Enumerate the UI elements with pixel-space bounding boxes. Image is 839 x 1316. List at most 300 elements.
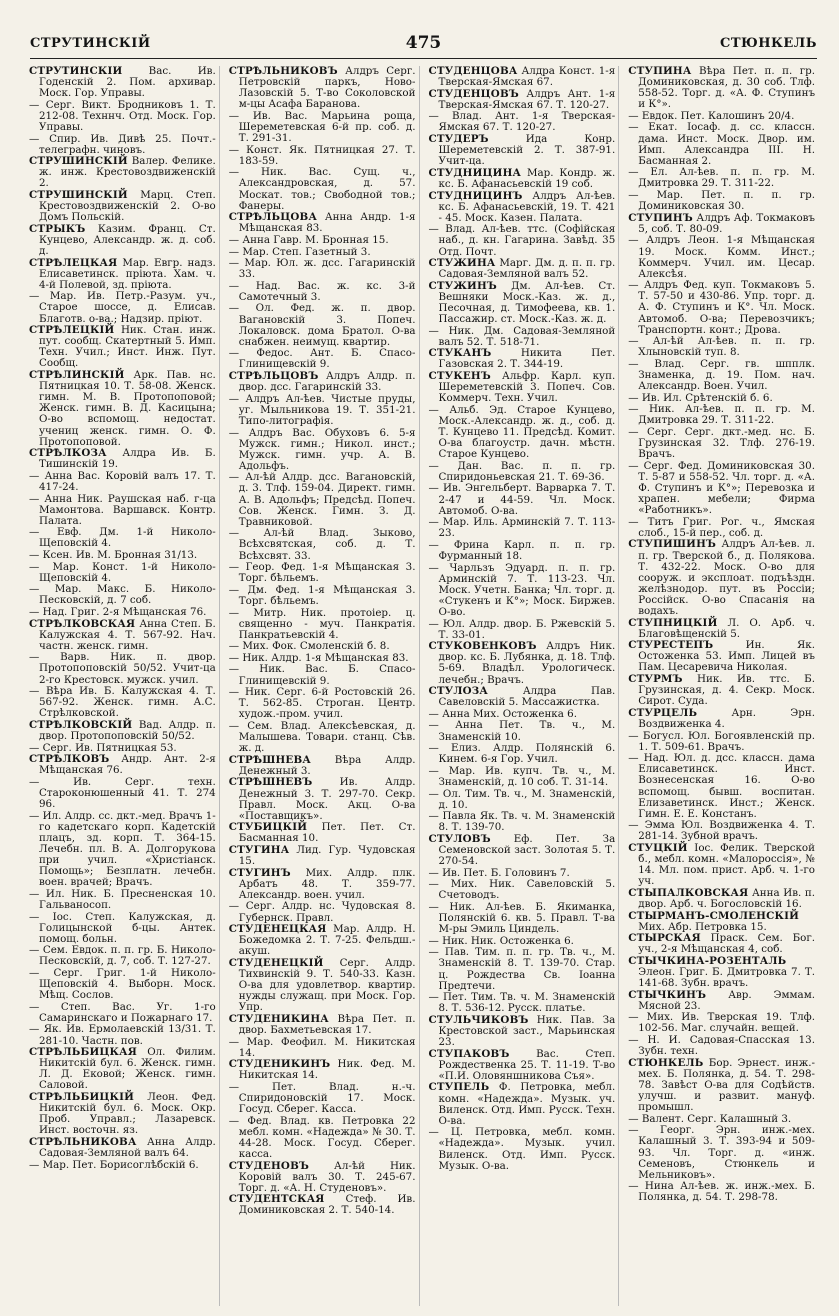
entry-details: Мар. Юл. ж. дсс. Гагаринскій 33. [238, 257, 416, 281]
entry-details: Серг. Алдр. нс. Чудовская 8. Губернск. Правл. [238, 900, 416, 924]
entry-surname: СТЫРСКАЯ [628, 932, 701, 945]
directory-entry [429, 868, 616, 879]
directory-entry [29, 811, 216, 889]
entry-details: Анна Мих. Остоженка 6. [442, 707, 577, 720]
directory-entry [229, 664, 416, 686]
entry-details: Леон. Фед. Никитскій бул. 6. Моск. Окр. Проб. Управл.; Лазаревск. Инст. восточн. яз. [39, 1091, 216, 1137]
entry-details: Пет. Пет. Ст. Басманная 10. [238, 821, 416, 845]
entry-details: Ал-ѣй Влад. Зыково, Всѣхсвятская, соб. д. Т. Всѣхсвят. 33. [238, 527, 416, 562]
directory-entry [429, 111, 616, 133]
entry-details: Алдръ Ал-ѣев. л. п. гр. Тверской б., д. Полякова. Т. 432-22. Моск. О-во для сооруж. и эксплоат. подъѣздн. желѣзнодор. пут. въ Россіи; Россійск. О-во Спасанія на водахъ. [638, 538, 815, 617]
entry-surname: СТУКОВЕНКОВЪ [428, 640, 537, 653]
entry-details: Іос. Фелик. Тверской б., мебл. комн. «Малороссія», № 14. Мл. пом. прист. Арб. ч. 1-го уч. [638, 841, 815, 888]
entry-details: Анна Степ. Б. Калужская 4. Т. 567-92. Нач. частн. женск. гимн. [39, 617, 216, 652]
directory-entry [628, 708, 815, 730]
entry-details: Арк. Пав. нс. Пятницкая 10. Т. 58-08. Женск. гимн. М. В. Протопоповой; Женск. гимн. В. Д. Касицына; О-во вспомощ. недостат. учениц женск. гимн. О. Ф. Протопоповой. [39, 369, 216, 448]
directory-entry [429, 461, 616, 483]
entry-details: Ал-ѣй Алдр. дсс. Вагановскій, д. 3. Тлф. 159-04. Директ. гимн. А. В. Адольфъ; Предсѣд. Попеч. Сов. Женск. Гимн. З. Д. Травниковой. [238, 471, 416, 528]
directory-entry [628, 122, 815, 166]
directory-entry [429, 89, 616, 111]
directory-entry [628, 618, 815, 640]
entry-surname: СТРУШИНСКІЙ [29, 155, 128, 168]
directory-entry [628, 111, 815, 122]
entry-details: Елиз. Алдр. Полянскій 6. Кинем. 6-я Гор. Учил. [438, 742, 616, 766]
directory-entry [229, 235, 416, 246]
entry-details: Алдръ Ник. двор. кс. Б. Лубянка, д. 18. Тлф. 5-69. Владѣл. Урологическ. лечебн.; Врачъ. [438, 640, 616, 686]
entry-details: Мар. Степ. Газетный 3. [242, 245, 371, 258]
directory-entry [29, 912, 216, 945]
entry-surname: СТУЦКІЙ [628, 841, 688, 854]
directory-entry [628, 640, 815, 673]
entry-surname: СТУДЕНИКИНА [228, 1012, 329, 1025]
entry-details: Вѣра Ив. Б. Калужская 4. Т. 567-92. Женск. гимн. А.С. Стрѣлковской. [39, 685, 216, 720]
entry-details: Серг. Ив. Пятницкая 53. [42, 741, 177, 754]
entry-details: Анна Ник. Раушская наб. г-ца Мамонтова. Варшавск. Контр. Палата. [39, 492, 216, 527]
entry-details: Титъ Григ. Рог. ч., Ямская слоб., 15-й пер., соб. д. [638, 515, 815, 539]
entry-surname: СТРѢЛЕЦКАЯ [29, 256, 118, 269]
directory-entry [229, 1014, 416, 1036]
entry-surname: СТУДНИЦИНА [428, 166, 522, 179]
entry-details: Анна Гавр. М. Бронная 15. [242, 233, 389, 246]
entry-surname: СТРѢЛЬЦОВЪ [228, 370, 319, 383]
directory-entry [628, 1058, 815, 1113]
directory-columns [26, 66, 818, 1306]
entry-details: Ник. Пав. За Крестовской заст., Марьинская 23. [438, 1013, 616, 1049]
entry-details: Вѣра Пет. п. п. гр. Доминиковская, д. 30 соб. Тлф. 558-52. Торг. д. «А. Ф. Ступинъ и К°». [638, 66, 815, 111]
directory-entry [628, 517, 815, 539]
directory-entry [229, 1116, 416, 1160]
directory-entry [229, 303, 416, 347]
directory-entry [429, 326, 616, 348]
entry-details: Алдръ Фед. куп. Токмаковъ 5. Т. 57-50 и 430-86. Упр. торг. д. А. Ф. Ступинъ и К°. Чл. Моск. Автомоб. О-ва; Перевозчикъ; Транспортн. конт.; Дрова. [638, 279, 815, 336]
entry-details: Вѣра Алдр. Денежный 3. [238, 753, 416, 777]
entry-surname: СТУЛЬЧИКОВЪ [428, 1013, 529, 1026]
column-3 [426, 66, 620, 1306]
entry-surname: СТРѢЛЬЦОВА [228, 211, 318, 224]
entry-details: Анна Андр. 1-я Мѣщанская 83. [238, 211, 416, 235]
directory-entry [29, 325, 216, 369]
directory-entry [229, 348, 416, 370]
entry-details: Алдра Пав. Савеловскій 5. Массажистка. [438, 685, 616, 709]
entry-details: Фрина Карл. п. п. гр. Фурманный 18. [438, 538, 616, 563]
entry-details: Бор. Эрнест. инж.-мех. Б. Полянка, д. 54. Т. 298-78. Завѣст О-ва для Содѣйств. улучш. и развит. мануф. промышл. [638, 1056, 815, 1114]
directory-entry [429, 563, 616, 618]
directory-entry [628, 66, 815, 110]
directory-entry [628, 1114, 815, 1125]
directory-entry [628, 956, 815, 989]
entry-details: Евдок. Пет. Калошинъ 20/4. [641, 109, 795, 122]
entry-details: Екат. Іосаф. д. сс. классн. дама. Инст. Моск. Двор. им. Имп. Александра III. Н. Басманная 2. [638, 121, 815, 167]
directory-entry [628, 674, 815, 707]
entry-surname: СТРѢЛКОВСКАЯ [29, 617, 136, 630]
entry-surname: СТРѢЛЬБИЦКІЙ [29, 1091, 135, 1104]
directory-entry [628, 731, 815, 753]
entry-details: Конст. Як. Пятницкая 27. Т. 183-59. [238, 143, 416, 167]
directory-entry [229, 472, 416, 527]
entry-details: Ал-ѣй Ал-ѣев. п. п. гр. Хлыновскій туп. 8. [638, 335, 815, 359]
entry-details: Богусл. Юл. Богоявленскій пр. 1. Т. 509-61. Врачъ. [638, 729, 815, 753]
directory-entry [29, 527, 216, 549]
entry-details: Ник. Ал-ѣев. п. п. гр. М. Дмитровка 29. Т. 311-22. [638, 403, 815, 427]
entry-details: Спир. Ив. Дивѣ 25. Почт.-телеграфн. чиновъ. [39, 132, 216, 156]
entry-surname: СТУГИНА [228, 843, 290, 856]
entry-surname: СТУПИНЪ [628, 211, 693, 224]
directory-entry [229, 958, 416, 1013]
directory-entry [29, 1137, 216, 1159]
entry-details: Андр. Ант. 2-я Мѣщанская 76. [39, 753, 216, 777]
entry-details: Ник. Ив. ттс. Б. Грузинская, д. 4. Секр. Моск. Сирот. Суда. [638, 673, 815, 708]
entry-details: Алдръ Серг. Петровскій паркъ, Ново-Лазовскій 5. Т-во Соколовской м-цы Асафа Баранова. [238, 66, 416, 111]
directory-entry [429, 709, 616, 720]
directory-entry [229, 281, 416, 303]
entry-details: Мих. Ник. Савеловскій 5. Счетоводъ. [438, 878, 616, 902]
directory-entry [29, 720, 216, 742]
entry-surname: СТУГИНЪ [228, 866, 291, 879]
entry-details: Дм. Фед. 1-я Мѣщанская 3. Торг. бѣльемъ. [238, 583, 416, 607]
directory-entry [29, 190, 216, 223]
entry-details: Алдръ Ал-ѣев. кс. Б. Афанасьевскій, 19. Т. 421 - 45. Моск. Казен. Палата. [438, 189, 616, 224]
entry-details: Ив. Серг. техн. Староконюшенный 41. Т. 274 96. [39, 775, 216, 811]
entry-details: Анна Вас. Коровій валъ 17. Т. 417-24. [39, 469, 216, 493]
directory-entry [29, 968, 216, 1001]
entry-details: Валер. Фелике. ж. инж. Крестовоздвиженскій 2. [39, 155, 216, 190]
directory-entry [229, 608, 416, 641]
entry-details: Серг. Григ. 1-й Николо-Щеповскій 4. Выборн. Моск. Мѣщ. Сослов. [39, 967, 216, 1002]
entry-details: Вас. Ив. Годенскій 2. Пом. архивар. Моск. Гор. Управы. [39, 66, 216, 100]
entry-details: Евф. Дм. 1-й Николо-Щеповскій 4. [39, 526, 216, 550]
entry-details: Чарльзъ Эдуард. п. п. гр. Арминскій 7. Т. 113-23. Чл. Моск. Учетн. Банка; Чл. торг. д. «Стукенъ и К°»; Моск. Биржев. О-во. [438, 561, 616, 618]
directory-entry [29, 607, 216, 618]
directory-entry [229, 1059, 416, 1081]
entry-surname: СТРѢЛЬНИКОВЪ [228, 66, 338, 77]
directory-entry [229, 111, 416, 144]
directory-entry [229, 371, 416, 393]
directory-entry [429, 348, 616, 370]
directory-entry [29, 1092, 216, 1136]
entry-details: Дан. Вас. п. п. гр. Спиридоньевская 21. Т. 69-36. [438, 459, 616, 483]
entry-details: Над. Юл. д. дсс. классн. дама Елисаветинск. Инст. Вознесенская 16. О-во вспомощ. бывш. воспитан. Елизаветинск. Инст.; Женск. Гимн. Е. Е. Констанъ. [638, 752, 815, 820]
directory-entry [29, 370, 216, 448]
entry-details: Мар. Пет. п. п. гр. Доминиковская 30. [638, 189, 816, 213]
directory-entry [229, 924, 416, 957]
entry-surname: СТУЖИНЪ [428, 279, 497, 292]
entry-details: Н. И. Садовая-Спасская 13. Зубн. техн. [638, 1034, 815, 1058]
entry-details: Ф. Петровка, мебл. комн. «Надежда». Музык. уч. Виленск. Отд. Имп. Русск. Техн. О-ва. [438, 1081, 616, 1127]
entry-surname: СТУДЕНЦОВЪ [428, 87, 519, 100]
entry-details: Пав. Тим. п. п. гр. Тв. ч., М. Знаменскій 8. Т. 139-70. Стар. ц. Рождества Св. Іоанна Предтечи. [438, 946, 616, 992]
entry-details: Дм. Ал-ѣев. Ст. Вешняки Моск.-Каз. ж. д., Песочная, д. Тимофеева, кв. 1. Пассажир. ст. Моск.-Каз. ж. д. [438, 279, 616, 326]
entry-surname: СТУДНИЦИНЪ [428, 189, 523, 202]
directory-entry [229, 687, 416, 720]
directory-entry [29, 686, 216, 719]
directory-entry [429, 517, 616, 539]
entry-details: Ник. Фед. М. Никитская 14. [238, 1058, 416, 1082]
directory-entry [628, 888, 815, 910]
entry-surname: СТУПЕЛЬ [428, 1081, 490, 1094]
entry-details: Ив. Ил. Срѣтенскій б. 6. [641, 391, 773, 404]
directory-entry [429, 224, 616, 257]
entry-details: Ник. Вас. Сущ. ч., Александровская, д. 57. Москат. тов.; Свободной тов.; Фанеры. [238, 166, 416, 212]
entry-details: Алдръ Вас. Обуховъ 6. 5-я Мужск. гимн.; Никол. инст.; Мужск. гимн. учр. А. В. Адольфъ. [238, 426, 416, 472]
directory-entry [229, 901, 416, 923]
entry-details: Ив. Энгельберт. Варварка 7. Т. 2-47 и 44-59. Чл. Моск. Автомоб. О-ва. [438, 482, 616, 517]
entry-surname: СТУКЕНЪ [428, 370, 491, 383]
entry-surname: СТУЛОЗА [428, 685, 489, 698]
directory-entry [628, 336, 815, 358]
entry-details: Алдръ Ал-ѣев. Чистые пруды, уг. Мыльникова 19. Т. 351-21. Типо-литографія. [238, 392, 416, 427]
entry-details: Алдра Конст. 1-я Тверская-Ямская 67. [438, 66, 616, 89]
entry-surname: СТУДЕНЕЦКІЙ [228, 956, 324, 969]
directory-entry [29, 156, 216, 189]
directory-entry [29, 224, 216, 257]
header-last-entry: СТЮНКЕЛЬ [720, 36, 817, 51]
entry-details: Ал-ѣй Ник. Коровій валъ 30. Т. 245-67. Торг. д. «А. Н. Студеновъ». [238, 1159, 416, 1194]
entry-details: Серг. Алдр. Тихвинскій 9. Т. 540-33. Казн. О-ва для удовлетвор. квартир. нужды служащ. при Моск. Гор. Упр. [238, 956, 416, 1014]
directory-entry [628, 933, 815, 955]
entry-surname: СТУПАКОВЪ [428, 1047, 510, 1060]
directory-entry [29, 66, 216, 99]
entry-details: Эмма Юл. Воздвиженка 4. Т. 281-14. Зубной врачъ. [638, 819, 815, 843]
entry-details: Над. Вас. ж. кс. 3-й Самотечный 3. [238, 279, 416, 303]
directory-entry [628, 461, 815, 516]
entry-details: Мих. Абр. Петровка 15. [638, 920, 767, 933]
entry-details: Ксен. Ив. М. Бронная 31/13. [42, 549, 198, 562]
entry-details: Алдра Ив. Б. Тишинскій 19. [39, 447, 216, 471]
entry-details: Юл. Алдр. двор. Б. Ржевскій 5. Т. 33-01. [438, 617, 616, 641]
entry-details: Степ. Вас. Уг. 1-го Самаринскаго и Пожарнаго 17. [39, 1000, 216, 1024]
entry-surname: СТЫЧКИНЪ [628, 988, 707, 1001]
entry-surname: СТУДЕНИКИНЪ [228, 1058, 331, 1071]
directory-entry [429, 1127, 616, 1171]
entry-details: Сем. Евдок. п. п. гр. Б. Николо-Песковскій, д. 7, соб. Т. 127-27. [39, 944, 216, 968]
directory-entry [429, 992, 616, 1014]
directory-entry [29, 494, 216, 527]
directory-entry [429, 619, 616, 641]
entry-details: Мар. Феофил. М. Никитская 14. [238, 1035, 416, 1059]
entry-details: Ол. Филим. Никитскій бул. 6. Женск. гимн. Л. Д. Ековой; Женск. гимн. Саловой. [39, 1046, 216, 1092]
entry-details: Ив. Вас. Марьина роща, Шереметевская 6-й пр. соб. д. Т. 291-31. [238, 109, 416, 145]
entry-details: Над. Григ. 2-я Мѣщанская 76. [42, 606, 207, 618]
directory-entry [628, 235, 815, 279]
directory-entry [229, 145, 416, 167]
directory-entry [429, 789, 616, 811]
directory-entry [229, 428, 416, 472]
entry-details: Ц. Петровка, мебл. комн. «Надежда». Музык. учил. Виленск. Отд. Имп. Русск. Музык. О-ва. [438, 1126, 616, 1172]
entry-surname: СТРѢЛИНСКІЙ [29, 369, 125, 382]
entry-surname: СТЮНКЕЛЬ [628, 1056, 704, 1069]
entry-surname: СТУПИШИНЪ [628, 538, 717, 551]
entry-details: Митр. Ник. протоіер. ц. священно - муч. Панкратія. Панкратьевскій 4. [238, 606, 416, 641]
entry-details: Мих. Алдр. плк. Арбатъ 48. Т. 359-77. Александр. воен. учил. [238, 866, 416, 901]
entry-details: Алдръ Аф. Токмаковъ 5, соб. Т. 80-09. [638, 211, 815, 235]
directory-entry [628, 843, 815, 887]
directory-entry [429, 483, 616, 516]
directory-entry [429, 766, 616, 788]
entry-details: Варв. Ник. п. двор. Протопоповскій 50/52. Учит-ца 2-го Крестовск. мужск. учил. [39, 651, 216, 686]
directory-entry [229, 528, 416, 561]
entry-details: Ил. Ник. Б. Пресненская 10. Гальваносоп. [39, 887, 216, 911]
entry-surname: СТУКАНЪ [428, 347, 492, 360]
entry-details: Ник. Ал-ѣев. Б. Якиманка, Полянскій 6. кв. 5. Правл. Т-ва М-ры Эмиль Циндель. [438, 900, 616, 936]
directory-entry [229, 755, 416, 777]
directory-entry [429, 1015, 616, 1048]
directory-entry [628, 1181, 815, 1203]
entry-surname: СТРЫКЪ [29, 222, 86, 235]
directory-entry [29, 550, 216, 561]
entry-details: Влад. Ал-ѣев. ттс. (Софійская наб., д. кн. Гагарина. Завѣд. 35 Отд. Почт. [438, 223, 616, 258]
entry-details: Альфр. Карл. куп. Шереметевскій 3. Попеч. Сов. Коммерч. Техн. Учил. [438, 370, 616, 405]
directory-entry [429, 811, 616, 833]
directory-entry [429, 66, 616, 88]
entry-details: Федос. Ант. Б. Спасо-Глинищевскій 9. [238, 347, 416, 371]
directory-entry [429, 936, 616, 947]
page-number: 475 [405, 33, 442, 53]
directory-entry [29, 584, 216, 606]
entry-details: Серг. Викт. Бродниковъ 1. Т. 212-08. Техннч. Отд. Моск. Гор. Управы. [39, 98, 216, 133]
directory-entry [628, 359, 815, 392]
entry-details: Фед. Влад. кв. Петровка 22 мебл. комн. «Надежда» № 30. Т. 44-28. Моск. Госуд. Сберег. касса. [238, 1114, 416, 1160]
directory-entry [429, 134, 616, 167]
entry-details: Алдръ Леон. 1-я Мѣщанская 19. Моск. Комм. Инст.; Коммерч. Учил. им. Цесар. Алексѣя. [638, 234, 815, 280]
directory-entry [628, 393, 815, 404]
directory-entry [628, 213, 815, 235]
directory-entry [29, 1047, 216, 1091]
directory-entry [229, 212, 416, 234]
directory-entry [29, 471, 216, 493]
column-1 [26, 66, 220, 1306]
directory-entry [229, 721, 416, 754]
entry-details: Еф. Пет. За Семеновской заст. Золотая 5. Т. 270-54. [438, 832, 616, 868]
entry-surname: СТУДЕНОВЪ [228, 1159, 310, 1172]
entry-details: Альб. Эд. Старое Кунцево, Моск.-Александр. ж. д., соб. д. Т. Кунцево 11. Предсѣд. Комит. О-ва благоустр. дачн. мѣстн. Старое Кунцево. [438, 403, 616, 461]
directory-entry [628, 990, 815, 1012]
directory-entry [229, 1194, 416, 1216]
directory-entry [429, 191, 616, 224]
directory-entry [229, 868, 416, 901]
entry-surname: СТРѢЛЕЦКІЙ [29, 324, 115, 337]
entry-details: Ол. Фед. ж. п. двор. Вагановскій 3. Попеч. Локаловск. дома Братол. О-ва снабжен. неимущ. квартир. [238, 302, 416, 348]
entry-details: Стеф. Ив. Доминиковская 2. Т. 540-14. [238, 1193, 416, 1217]
entry-surname: СТУРЦЕЛЬ [628, 706, 698, 719]
entry-details: Павла Як. Тв. ч. М. Знаменскій 8. Т. 139-70. [438, 810, 616, 834]
directory-entry [29, 777, 216, 810]
entry-details: Геор. Фед. 1-я Мѣщанская 3. Торг. бѣльемъ. [238, 561, 416, 585]
directory-entry [628, 1012, 815, 1034]
directory-entry [628, 1035, 815, 1057]
directory-entry [628, 190, 815, 212]
entry-details: Ив. Алдр. Денежный 3. Т. 297-70. Секр. Правл. Моск. Акц. О-ва «Поставщикъ». [238, 776, 416, 822]
entry-surname: СТУРМЪ [628, 673, 683, 686]
entry-details: Мар. Кондр. ж. кс. Б. Афанасьевскій 19 соб. [438, 166, 616, 190]
entry-details: Ник. Серг. 6-й Ростовскій 26. Т. 562-85. Строган. Центр. худож.-пром. учил. [238, 686, 416, 721]
directory-entry [229, 167, 416, 211]
directory-entry [429, 947, 616, 991]
entry-details: Ник. Алдр. 1-я Мѣщанская 83. [242, 651, 409, 664]
directory-entry [29, 100, 216, 133]
entry-details: Мар. Алдр. Н. Божедомка 2. Т. 7-25. Фельдш.-акуш. [238, 923, 416, 958]
directory-entry [429, 641, 616, 685]
directory-entry [229, 845, 416, 867]
directory-entry [429, 1049, 616, 1082]
entry-details: Казим. Франц. Ст. Кунцево, Александр. ж. д. соб. д. [39, 222, 216, 257]
entry-surname: СТУПИНА [628, 66, 692, 77]
entry-details: Никита Пет. Газовская 2. Т. 344-19. [438, 347, 616, 371]
entry-details: Влад. Ант. 1-я Тверская-Ямская 67. Т. 120-27. [438, 110, 616, 134]
directory-entry [29, 1002, 216, 1024]
directory-entry [29, 1024, 216, 1046]
entry-details: Мар. Иль. Арминскій 7. Т. 113-23. [438, 516, 616, 540]
entry-details: Элеон. Григ. Б. Дмитровка 7. Т. 141-68. Зубн. врачъ. [638, 966, 815, 990]
directory-entry [429, 720, 616, 742]
entry-details: Алдръ Алдр. п. двор. дсс. Гагаринскій 33. [238, 370, 416, 394]
entry-details: Ида Конр. Шереметевскій 2. Т. 387-91. Учит-ца. [438, 133, 616, 168]
entry-details: Іос. Степ. Калужская, д. Голицынской б-цы. Антек. помощ. больн. [39, 910, 216, 945]
entry-details: Вад. Алдр. п. двор. Протопоповскій 50/52. [39, 718, 216, 743]
directory-entry [29, 754, 216, 776]
entry-surname: СТРУШИНСКІЙ [29, 189, 128, 202]
entry-details: Сем. Влад. Алексѣевская, д. Малышева. Товари. станц. Сѣв. ж. д. [238, 719, 416, 755]
entry-details: Мар. Евгр. надз. Елисаветинск. пріюта. Хам. ч. 4-й Полевой, зд. пріюта. [39, 256, 216, 291]
entry-surname: СТУЛОВЪ [428, 832, 491, 845]
entry-surname: СТЫЧКИНА-РОЗЕНТАЛЬ [628, 954, 787, 967]
directory-entry [29, 889, 216, 911]
entry-surname: СТРѢЛКОВЪ [29, 753, 110, 766]
entry-details: Мар. Макс. Б. Николо-Песковскій, д. 7 соб. [39, 583, 216, 607]
entry-details: Як. Ив. Ермолаевскій 13/31. Т. 281-10. Частн. пов. [39, 1023, 216, 1047]
directory-entry [628, 404, 815, 426]
directory-entry [628, 167, 815, 189]
entry-details: Арн. Эрн. Воздвиженка 4. [638, 706, 815, 730]
directory-entry [229, 1037, 416, 1059]
entry-details: Ник. Ник. Остоженка 6. [442, 934, 574, 947]
directory-entry [29, 652, 216, 685]
entry-details: Авр. Эммам. Мясной 23. [638, 988, 815, 1012]
directory-entry [29, 1160, 216, 1171]
directory-entry [229, 641, 416, 652]
directory-entry [429, 879, 616, 901]
entry-details: Ник. Стан. инж. пут. сообщ. Скатертный 5. Имп. Техн. Учил.; Инст. Инж. Пут. Сообщ. [39, 324, 216, 370]
directory-entry [229, 247, 416, 258]
entry-details: Марг. Дм. д. п. п. гр. Садовая-Земляной валъ 52. [438, 257, 616, 281]
entry-details: Алдръ Ант. 1-я Тверская-Ямская 67. Т. 120-27. [438, 87, 616, 111]
directory-entry [429, 258, 616, 280]
directory-entry [29, 448, 216, 470]
entry-details: Ив. Пет. Б. Головинъ 7. [442, 866, 570, 879]
entry-surname: СТЫПАЛКОВСКАЯ [628, 886, 749, 899]
directory-entry [229, 258, 416, 280]
entry-surname: СТРѢЛЬБИЦКАЯ [29, 1046, 137, 1059]
entry-surname: СТРѢШНЕВА [228, 753, 311, 766]
directory-entry [229, 777, 416, 821]
entry-details: Ин. Як. Остоженка 53. Имп. Лицей въ Пам. Цесаревича Николая. [638, 639, 815, 674]
entry-surname: СТУРЕСТЕПЪ [628, 639, 714, 652]
directory-entry [29, 291, 216, 324]
entry-details: Нина Ал-ѣев. ж. инж.-мех. Б. Полянка, д. 54. Т. 298-78. [638, 1180, 815, 1204]
directory-entry [29, 619, 216, 652]
entry-details: Мих. Фок. Смоленскій б. 8. [242, 640, 390, 653]
entry-details: Серг. Серг. дкт.-мед. нс. Б. Грузинская 32. Тлф. 276-19. Врачъ. [638, 426, 815, 461]
entry-details: Лид. Гур. Чудовская 15. [238, 843, 416, 868]
directory-entry [628, 820, 815, 842]
directory-entry [628, 911, 815, 933]
entry-details: Пет. Тим. Тв. ч. М. Знаменскій 8. Т. 536-12. Русск. платье. [438, 991, 616, 1015]
entry-details: Л. О. Арб. ч. Благовѣщенскій 5. [638, 616, 816, 640]
entry-surname: СТУЖИНА [428, 257, 496, 270]
entry-surname: СТУБИЦКІЙ [228, 821, 308, 834]
entry-details: Марц. Степ. Крестовоздвиженскій 2. О-во Домъ Польскій. [39, 189, 216, 224]
directory-entry [628, 1125, 815, 1180]
directory-entry [429, 1082, 616, 1126]
